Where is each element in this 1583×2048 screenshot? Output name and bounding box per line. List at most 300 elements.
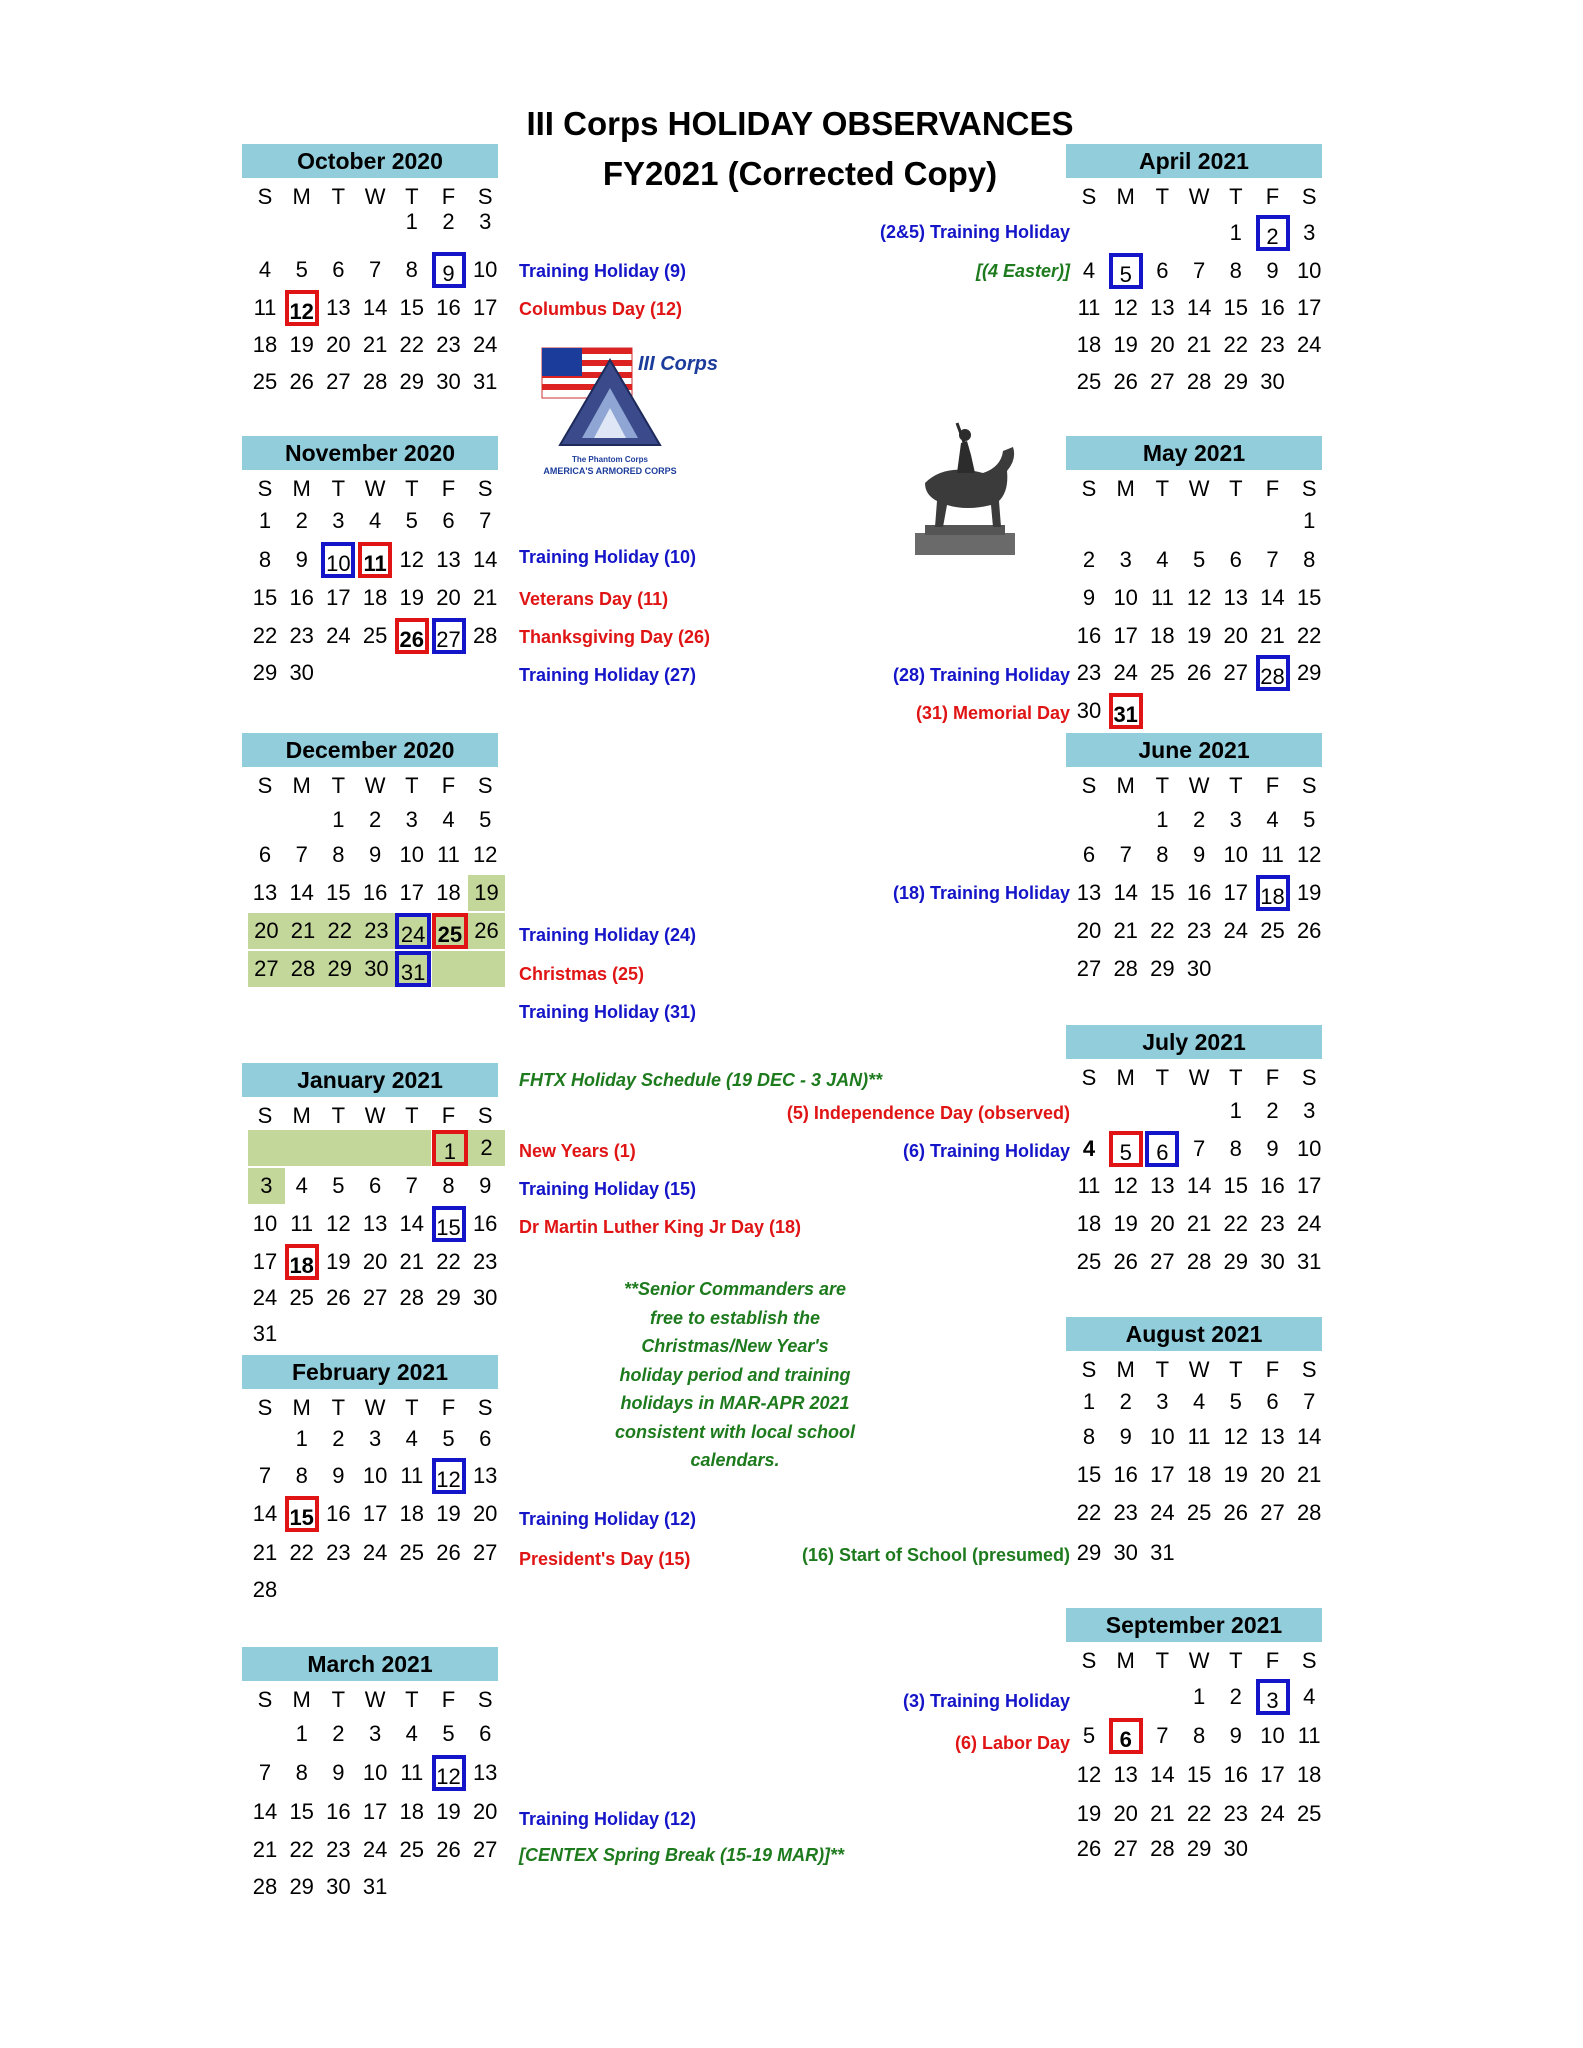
- weekday-label: T: [331, 476, 346, 501]
- day-cell: 17: [362, 1799, 388, 1824]
- day-cell: 11: [253, 295, 277, 320]
- day-cell: 18: [1296, 1762, 1322, 1787]
- day-cell: 29: [1076, 1540, 1102, 1565]
- day-cell: 10: [1223, 842, 1249, 867]
- day-cell: 15: [1223, 295, 1249, 320]
- cavalry-statue-image: [895, 415, 1035, 560]
- day-cell: 29: [321, 951, 358, 987]
- day-cell: 14: [1296, 1424, 1322, 1449]
- day-cell: 10: [321, 542, 355, 578]
- day-cell: 11: [1297, 1723, 1321, 1748]
- day-cell: 21: [1260, 623, 1285, 648]
- weekday-label: W: [1188, 1065, 1210, 1090]
- day-cell: 16: [1260, 1173, 1285, 1198]
- weekday-label: T: [1229, 1065, 1243, 1090]
- day-cell: 31: [252, 1321, 278, 1346]
- day-cell: 1: [1229, 220, 1242, 245]
- month-header: December 2020: [242, 733, 498, 767]
- day-cell: 23: [1113, 1500, 1138, 1525]
- day-cell: 9: [1192, 842, 1206, 867]
- day-cell: 31: [395, 951, 432, 987]
- day-cell: 29: [1150, 956, 1175, 981]
- day-cell: 14: [252, 1799, 278, 1824]
- annotation-right: (3) Training Holiday: [902, 1691, 1070, 1711]
- day-cell: 3: [332, 508, 345, 533]
- weekday-label: F: [441, 184, 456, 209]
- day-cell: 12: [1113, 295, 1138, 320]
- day-cell: 5: [1303, 807, 1316, 832]
- day-cell: 23: [1186, 918, 1212, 943]
- day-cell: 15: [1296, 585, 1322, 610]
- day-cell: 11: [1187, 1424, 1211, 1449]
- day-cell: 18: [399, 1501, 425, 1526]
- annotation-right: (6) Labor Day: [954, 1733, 1070, 1753]
- day-cell: 12: [326, 1211, 351, 1236]
- weekday-label: S: [477, 773, 493, 798]
- day-cell: 1: [405, 209, 418, 234]
- weekday-label: S: [257, 1103, 273, 1128]
- day-cell: 15: [1186, 1762, 1212, 1787]
- day-cell: 19: [326, 1249, 351, 1274]
- weekday-label: T: [405, 773, 419, 798]
- day-cell: 5: [1229, 1389, 1242, 1414]
- weekday-label: S: [1081, 1357, 1097, 1382]
- month-header: February 2021: [242, 1355, 498, 1389]
- day-cell: 7: [1119, 842, 1132, 867]
- weekday-label: S: [1081, 184, 1097, 209]
- day-cell: 11: [400, 1760, 424, 1785]
- day-cell: 22: [436, 1249, 461, 1274]
- annotation-left: Training Holiday (31): [519, 1002, 697, 1022]
- day-cell: 24: [362, 1540, 388, 1565]
- day-cell: 6: [479, 1721, 492, 1746]
- weekday-label: W: [364, 1687, 386, 1712]
- day-cell: 13: [1076, 880, 1102, 905]
- day-cell: 2: [468, 1130, 505, 1166]
- day-cell: 10: [362, 1760, 388, 1785]
- day-cell: 28: [1186, 1249, 1212, 1274]
- weekday-label: S: [477, 1395, 493, 1420]
- day-cell: 9: [1229, 1723, 1242, 1748]
- day-cell: 19: [1113, 1211, 1138, 1236]
- day-cell: 3: [1303, 1098, 1316, 1123]
- day-cell: 24: [1223, 918, 1249, 943]
- day-cell: 5: [442, 1721, 455, 1746]
- day-cell: 12: [285, 290, 319, 326]
- day-cell: 3: [368, 1426, 382, 1451]
- day-cell: 17: [1150, 1462, 1175, 1487]
- weekday-label: W: [1188, 1357, 1210, 1382]
- weekday-label: M: [1116, 773, 1135, 798]
- weekday-label: F: [1265, 1065, 1280, 1090]
- day-cell: 21: [1296, 1462, 1322, 1487]
- day-cell: 26: [289, 369, 314, 394]
- day-cell: 12: [1223, 1424, 1249, 1449]
- day-cell: 29: [1223, 1249, 1249, 1274]
- day-cell: 2: [442, 209, 455, 234]
- day-cell: 9: [1119, 1424, 1132, 1449]
- weekday-label: W: [1188, 773, 1210, 798]
- day-cell: 26: [468, 913, 505, 949]
- day-cell: 18: [1256, 875, 1290, 911]
- weekday-label: S: [477, 1103, 493, 1128]
- day-cell: 24: [326, 623, 351, 648]
- weekday-label: S: [1301, 1065, 1317, 1090]
- weekday-label: S: [257, 476, 273, 501]
- annotation-right: (31) Memorial Day: [915, 703, 1070, 723]
- day-cell: 28: [285, 951, 322, 987]
- day-cell: 6: [1082, 842, 1096, 867]
- day-cell: 1: [1229, 1098, 1242, 1123]
- day-cell: 23: [326, 1540, 351, 1565]
- day-cell: 30: [358, 951, 395, 987]
- day-cell: 6: [1109, 1718, 1143, 1754]
- day-cell: 19: [436, 1501, 461, 1526]
- day-cell: 24: [1296, 332, 1322, 357]
- day-cell: 7: [258, 1760, 272, 1785]
- month-header: July 2021: [1066, 1025, 1322, 1059]
- day-cell: 25: [432, 913, 469, 949]
- day-cell: 22: [1076, 1500, 1102, 1525]
- day-cell: 5: [442, 1426, 455, 1451]
- weekday-label: T: [331, 773, 346, 798]
- day-cell: 23: [289, 623, 314, 648]
- day-cell: 29: [1223, 369, 1249, 394]
- day-cell: 3: [1119, 547, 1132, 572]
- day-cell: 26: [395, 618, 429, 654]
- day-cell: 27: [1113, 1836, 1138, 1861]
- day-cell: 6: [1156, 258, 1169, 283]
- day-cell: 4: [1192, 1389, 1206, 1414]
- day-cell: 16: [326, 1799, 351, 1824]
- day-cell: 20: [362, 1249, 388, 1274]
- day-cell: 6: [1229, 547, 1242, 572]
- weekday-label: W: [364, 1103, 386, 1128]
- day-cell: 23: [1223, 1801, 1249, 1826]
- day-cell: 25: [1076, 369, 1102, 394]
- day-cell: 16: [472, 1211, 498, 1236]
- day-cell: 2: [332, 1426, 345, 1451]
- annotation-left: Training Holiday (12): [519, 1509, 697, 1529]
- day-cell: 30: [326, 1874, 351, 1899]
- day-cell: 19: [468, 875, 505, 911]
- day-cell: 11: [1077, 295, 1101, 320]
- weekday-label: T: [1155, 184, 1170, 209]
- day-cell: 23: [472, 1249, 498, 1274]
- logo-motto-line2: AMERICA'S ARMORED CORPS: [543, 466, 677, 476]
- iii-corps-logo: [540, 340, 720, 480]
- day-cell: 2: [1119, 1389, 1132, 1414]
- day-cell: 6: [368, 1173, 382, 1198]
- day-cell: 10: [1296, 1136, 1322, 1161]
- weekday-label: F: [1265, 184, 1280, 209]
- weekday-label: T: [331, 1687, 346, 1712]
- day-cell: 5: [1082, 1723, 1096, 1748]
- weekday-label: M: [292, 476, 311, 501]
- day-cell: 15: [285, 1496, 319, 1532]
- weekday-label: T: [405, 1103, 419, 1128]
- day-cell: 15: [1150, 880, 1175, 905]
- weekday-label: W: [364, 773, 386, 798]
- month-header: March 2021: [242, 1647, 498, 1681]
- annotation-right: [(4 Easter)]: [975, 261, 1070, 281]
- day-cell: 12: [1296, 842, 1322, 867]
- annotation-left: Thanksgiving Day (26): [519, 627, 711, 647]
- day-cell: 24: [252, 1285, 278, 1310]
- day-cell: 25: [399, 1837, 425, 1862]
- day-cell: 2: [1256, 215, 1290, 251]
- day-cell: 24: [395, 913, 432, 949]
- day-cell: 29: [289, 1874, 314, 1899]
- day-cell: 27: [326, 369, 351, 394]
- day-cell: 28: [1296, 1500, 1322, 1525]
- day-cell: 24: [472, 332, 498, 357]
- logo-motto-line1: The Phantom Corps: [571, 455, 649, 464]
- day-cell: 17: [1113, 623, 1138, 648]
- weekday-label: W: [1188, 184, 1210, 209]
- day-cell: 14: [289, 880, 314, 905]
- annotation-left: Training Holiday (10): [519, 547, 697, 567]
- annotation-left: Christmas (25): [519, 964, 645, 984]
- day-cell: 13: [1150, 295, 1175, 320]
- weekday-label: F: [441, 1395, 456, 1420]
- day-cell: 17: [399, 880, 425, 905]
- day-cell: 25: [362, 623, 388, 648]
- day-cell: 16: [1076, 623, 1102, 648]
- weekday-label: F: [441, 1687, 456, 1712]
- day-cell: 22: [289, 1540, 314, 1565]
- day-cell: 8: [295, 1463, 308, 1488]
- day-cell: 12: [1113, 1173, 1138, 1198]
- weekday-label: M: [1116, 184, 1135, 209]
- weekday-label: W: [1188, 1648, 1210, 1673]
- day-cell: 31: [1296, 1249, 1322, 1274]
- annotation-left: Training Holiday (27): [519, 665, 697, 685]
- day-cell: 6: [479, 1426, 492, 1451]
- day-cell: 18: [1150, 623, 1175, 648]
- day-cell: 26: [436, 1837, 461, 1862]
- day-cell-blank: [321, 1130, 358, 1166]
- day-cell: 22: [1186, 1801, 1212, 1826]
- day-cell: 23: [326, 1837, 351, 1862]
- day-cell: 9: [479, 1173, 492, 1198]
- weekday-label: S: [257, 1395, 273, 1420]
- day-cell: 17: [1296, 1173, 1322, 1198]
- day-cell: 1: [432, 1130, 469, 1166]
- day-cell: 3: [1156, 1389, 1169, 1414]
- day-cell: 27: [1150, 1249, 1175, 1274]
- day-cell: 8: [332, 842, 345, 867]
- annotation-left: New Years (1): [519, 1141, 636, 1161]
- day-cell: 24: [1260, 1801, 1285, 1826]
- note-line: free to establish the: [649, 1307, 821, 1328]
- day-cell: 8: [405, 257, 418, 282]
- day-cell: 23: [1076, 660, 1102, 685]
- day-cell-blank: [358, 1130, 395, 1166]
- weekday-label: S: [1301, 184, 1317, 209]
- day-cell: 1: [1156, 807, 1169, 832]
- month-header: October 2020: [242, 144, 498, 178]
- day-cell: 30: [472, 1285, 498, 1310]
- day-cell: 25: [289, 1285, 314, 1310]
- day-cell: 1: [295, 1721, 308, 1746]
- month-header: April 2021: [1066, 144, 1322, 178]
- day-cell: 20: [1150, 332, 1175, 357]
- day-cell: 29: [1186, 1836, 1212, 1861]
- day-cell: 27: [362, 1285, 388, 1310]
- day-cell: 10: [1113, 585, 1138, 610]
- day-cell: 4: [405, 1426, 418, 1451]
- day-cell: 30: [436, 369, 461, 394]
- annotation-right: (6) Training Holiday: [902, 1141, 1070, 1161]
- day-cell: 16: [362, 880, 388, 905]
- day-cell-blank: [395, 1130, 432, 1166]
- day-cell: 7: [1192, 258, 1206, 283]
- annotation-left: Columbus Day (12): [519, 299, 683, 319]
- day-cell: 17: [252, 1249, 278, 1274]
- annotation-right: (16) Start of School (presumed): [801, 1545, 1070, 1565]
- day-cell: 26: [1223, 1500, 1249, 1525]
- weekday-label: F: [1265, 1648, 1280, 1673]
- day-cell: 13: [1223, 585, 1249, 610]
- day-cell: 22: [252, 623, 278, 648]
- day-cell: 5: [405, 508, 418, 533]
- day-cell: 21: [1186, 332, 1212, 357]
- day-cell: 8: [295, 1760, 308, 1785]
- day-cell: 1: [332, 807, 345, 832]
- day-cell: 1: [1192, 1684, 1206, 1709]
- day-cell: 11: [1261, 842, 1284, 867]
- day-cell: 18: [436, 880, 461, 905]
- annotation-left: Dr Martin Luther King Jr Day (18): [519, 1217, 802, 1237]
- day-cell: 9: [1266, 258, 1279, 283]
- day-cell: 8: [1303, 547, 1316, 572]
- day-cell: 8: [442, 1173, 455, 1198]
- day-cell: 19: [1296, 880, 1322, 905]
- annotation-left: FHTX Holiday Schedule (19 DEC - 3 JAN)**: [519, 1070, 883, 1090]
- day-cell: 4: [295, 1173, 308, 1198]
- day-cell: 3: [1303, 220, 1316, 245]
- weekday-label: T: [1229, 1648, 1243, 1673]
- note-line: Christmas/New Year's: [641, 1336, 829, 1356]
- day-cell: 27: [1223, 660, 1249, 685]
- weekday-label: S: [1301, 773, 1317, 798]
- day-cell: 3: [248, 1168, 285, 1204]
- day-cell: 9: [332, 1463, 345, 1488]
- day-cell: 21: [285, 913, 322, 949]
- day-cell: 2: [1192, 807, 1206, 832]
- day-cell: 4: [1266, 807, 1279, 832]
- day-cell: 4: [1156, 547, 1169, 572]
- day-cell: 25: [1260, 918, 1285, 943]
- day-cell: 5: [479, 807, 492, 832]
- senior-commanders-note: [590, 1275, 880, 1475]
- day-cell: 9: [295, 547, 308, 572]
- day-cell: 14: [252, 1501, 278, 1526]
- weekday-label: F: [1265, 1357, 1280, 1382]
- day-cell: 1: [1082, 1389, 1096, 1414]
- weekday-label: S: [1081, 1648, 1097, 1673]
- day-cell: 18: [362, 585, 388, 610]
- day-cell: 31: [362, 1874, 388, 1899]
- day-cell: 4: [258, 257, 272, 282]
- annotation-left: Training Holiday (9): [519, 261, 687, 281]
- annotation-right: (28) Training Holiday: [892, 665, 1070, 685]
- weekday-label: S: [477, 476, 493, 501]
- day-cell: 31: [1150, 1540, 1175, 1565]
- weekday-label: M: [292, 773, 311, 798]
- day-cell: 18: [1186, 1462, 1212, 1487]
- weekday-label: F: [441, 773, 456, 798]
- day-cell: 27: [432, 618, 466, 654]
- day-cell: 30: [1186, 956, 1212, 981]
- day-cell: 21: [399, 1249, 425, 1274]
- day-cell: 9: [1082, 585, 1096, 610]
- weekday-label: T: [1155, 773, 1170, 798]
- day-cell: 15: [432, 1206, 466, 1242]
- day-cell: 3: [479, 209, 492, 234]
- day-cell: 10: [1296, 258, 1322, 283]
- day-cell: 13: [1113, 1762, 1138, 1787]
- day-cell: 7: [405, 1173, 418, 1198]
- weekday-label: F: [1265, 476, 1280, 501]
- day-cell: 29: [436, 1285, 461, 1310]
- day-cell: 17: [326, 585, 351, 610]
- weekday-label: S: [1301, 476, 1317, 501]
- annotation-left: Training Holiday (24): [519, 925, 697, 945]
- day-cell: 22: [1223, 1211, 1249, 1236]
- day-cell: 18: [399, 1799, 425, 1824]
- day-cell: 20: [436, 585, 461, 610]
- day-cell: 25: [252, 369, 278, 394]
- month-header: November 2020: [242, 436, 498, 470]
- day-cell: 20: [472, 1799, 498, 1824]
- day-cell: 4: [368, 508, 382, 533]
- weekday-label: T: [1229, 773, 1243, 798]
- day-cell: 18: [285, 1244, 319, 1280]
- day-cell: 5: [332, 1173, 345, 1198]
- day-cell: 30: [1260, 369, 1285, 394]
- day-cell: 29: [1296, 660, 1322, 685]
- weekday-label: M: [292, 184, 311, 209]
- day-cell: 7: [1192, 1136, 1206, 1161]
- day-cell: 13: [436, 547, 461, 572]
- day-cell: 20: [1076, 918, 1102, 943]
- day-cell: 9: [1266, 1136, 1279, 1161]
- weekday-label: T: [1229, 476, 1243, 501]
- day-cell: 19: [436, 1799, 461, 1824]
- day-cell: 11: [1150, 585, 1174, 610]
- day-cell: 5: [295, 257, 308, 282]
- day-cell: 4: [1303, 1684, 1316, 1709]
- day-cell: 26: [1113, 1249, 1138, 1274]
- month-header: June 2021: [1066, 733, 1322, 767]
- day-cell: 5: [1192, 547, 1206, 572]
- day-cell: 15: [1076, 1462, 1102, 1487]
- weekday-label: W: [1188, 476, 1210, 501]
- day-cell: 22: [1150, 918, 1175, 943]
- day-cell: 28: [399, 1285, 425, 1310]
- weekday-label: M: [1116, 1065, 1135, 1090]
- day-cell: 23: [1260, 332, 1285, 357]
- day-cell: 14: [399, 1211, 425, 1236]
- day-cell: 16: [1260, 295, 1285, 320]
- day-cell: 27: [472, 1837, 498, 1862]
- day-cell-blank: [248, 1130, 285, 1166]
- weekday-label: S: [257, 773, 273, 798]
- day-cell-blank: [285, 1130, 322, 1166]
- day-cell: 23: [436, 332, 461, 357]
